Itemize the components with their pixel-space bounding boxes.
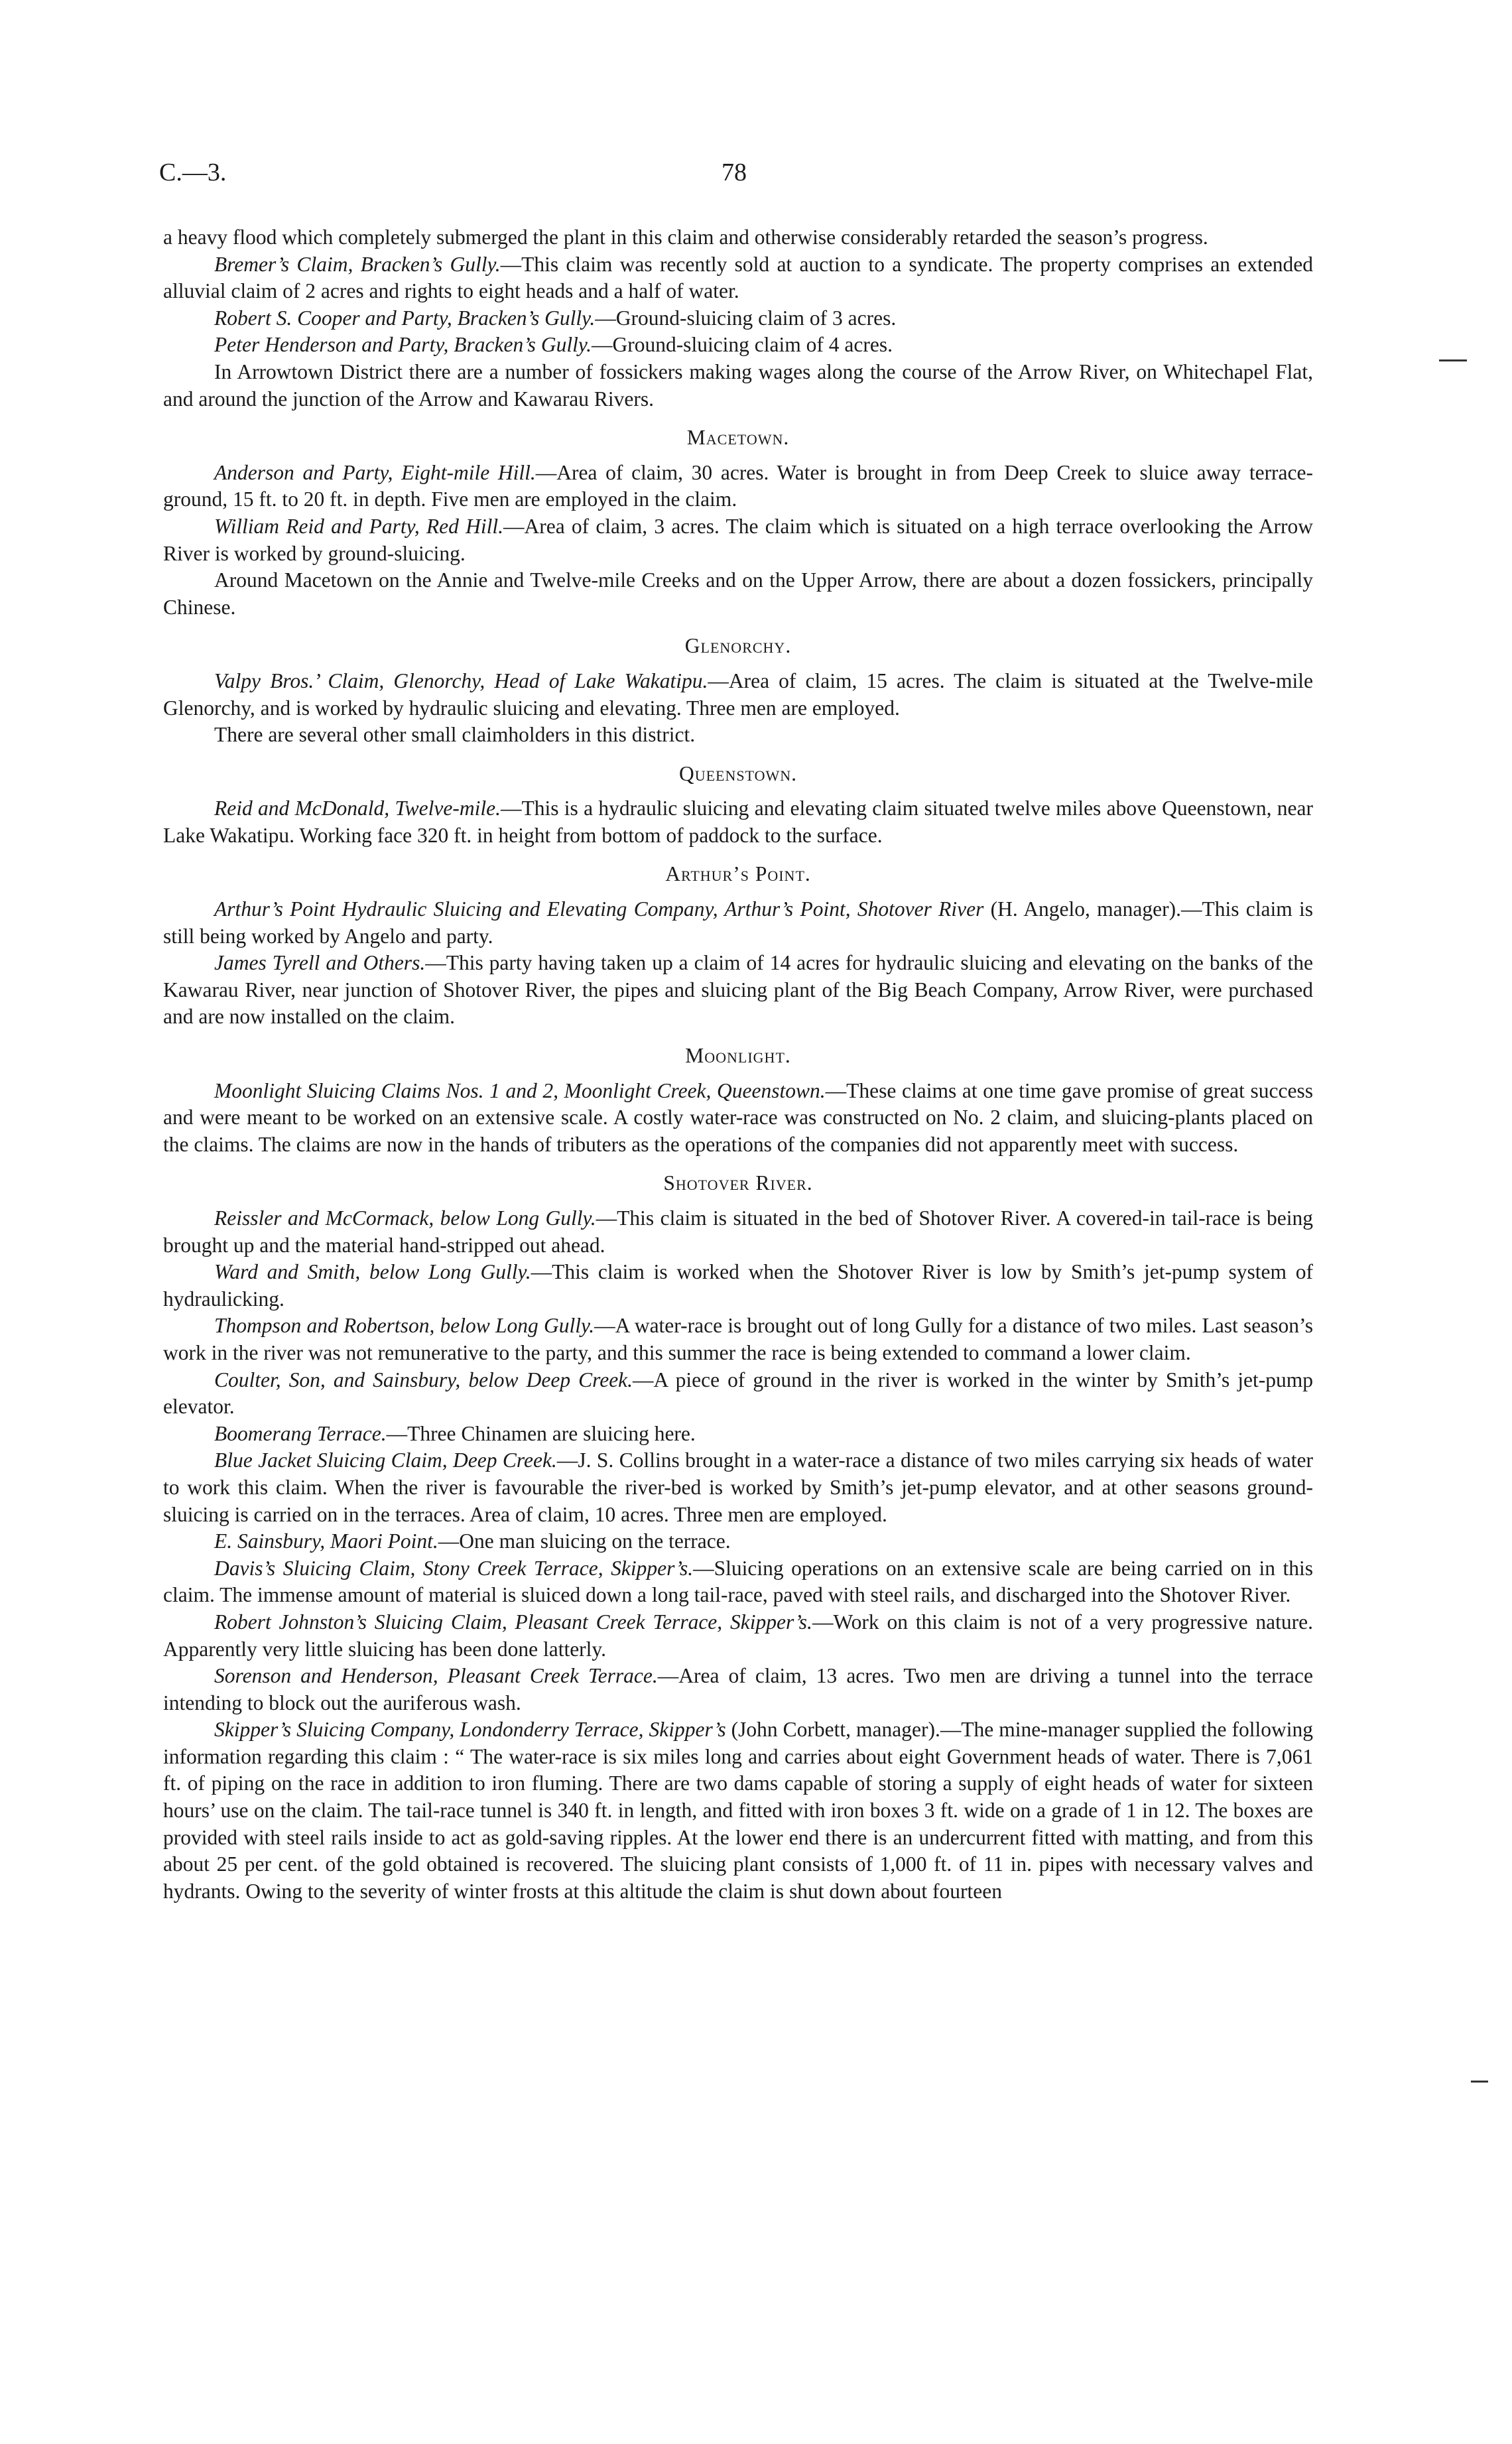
claim-description: —This claim is situated in the bed of Shotover River. A covered-in tail-race is being brought up and the material hand-stripped out ahead.	[163, 1206, 1313, 1257]
claim-description: —This party having taken up a claim of 14 acres for hydraulic sluicing and elevating on the banks of the Kawarau River, near junction of Shotover River, the pipes and sluicing plant of the Big Beach Company, Arrow River, were purchased and are now installed on the claim.	[163, 951, 1313, 1029]
paragraph: In Arrowtown District there are a number of fossickers making wages along the course of the Arrow River, on Whitechapel Flat, and around the junction of the Arrow and Kawarau Rivers.	[163, 359, 1313, 411]
claim-name: Peter Henderson and Party, Bracken’s Gully.	[214, 333, 592, 357]
claim-entry	[163, 1078, 1313, 1159]
claim-entry	[163, 1259, 1313, 1313]
section-heading-queenstown: Queenstown.	[678, 761, 798, 785]
claim-name: Skipper’s Sluicing Company, Londonderry Terrace, Skipper’s	[214, 1718, 726, 1742]
claim-name: Robert Johnston’s Sluicing Claim, Pleasant Creek Terrace, Skipper’s.	[214, 1610, 812, 1634]
claim-description: —Work on this claim is not of a very progressive nature. Apparently very little sluicing has been done latterly.	[163, 1610, 1314, 1661]
page-body	[163, 224, 1313, 1905]
claim-description: —J. S. Collins brought in a water-race a distance of two miles carrying six heads of water to work this claim. When the river is favourable the river-bed is worked by Smith’s jet-pump elevator, and at other seasons ground-sluicing is carried on in the terraces. Area of claim, 10 acres. Three men are employed.	[163, 1448, 1314, 1526]
margin-mark	[1471, 2081, 1488, 2083]
claim-name: Bremer’s Claim, Bracken’s Gully.	[214, 252, 501, 276]
claim-name: Davis’s Sluicing Claim, Stony Creek Terrace, Skipper’s.	[214, 1556, 694, 1580]
page-reference: C.—3.	[159, 159, 227, 186]
claim-entry	[163, 251, 1313, 305]
section-heading-arthurs-point: Arthur’s Point.	[665, 862, 811, 886]
claim-name: Reid and McDonald, Twelve-mile.	[214, 797, 501, 820]
claim-entry	[163, 1716, 1313, 1905]
claim-name: James Tyrell and Others.	[214, 951, 426, 975]
page-number: 78	[722, 159, 747, 186]
claim-entry	[163, 950, 1313, 1031]
claim-name: Arthur’s Point Hydraulic Sluicing and Elevating Company, Arthur’s Point, Shotover River	[214, 897, 984, 921]
claim-entry	[163, 1313, 1313, 1366]
claim-entry	[163, 1205, 1313, 1259]
claim-description: —These claims at one time gave promise of great success and were meant to be worked on an extensive scale. A costly water-race was constructed on No. 2 claim, and sluicing-plants placed on the claims. The claims are now in the hands of tributers as the operations of the companies did not apparently meet with success.	[163, 1078, 1314, 1156]
claim-description: —Ground-sluicing claim of 3 acres.	[595, 306, 897, 330]
claim-name: Valpy Bros.’ Claim, Glenorchy, Head of Lake Wakatipu.	[214, 669, 708, 692]
claim-entry	[163, 1447, 1313, 1528]
page-header	[159, 158, 1320, 198]
claim-name: Thompson and Robertson, below Long Gully.	[214, 1314, 595, 1338]
claim-description: —Area of claim, 15 acres. The claim is situated at the Twelve-mile Glenorchy, and is worked by hydraulic sluicing and elevating. Three men are employed.	[163, 669, 1313, 720]
claim-description: (John Corbett, manager).—The mine-manager supplied the following information regarding this claim : “ The water-race is six miles long and carries about eight Government heads of water. There is 7,061 ft. of piping on the race in addition to iron fluming. There are two dams capable of storing a supply of eight heads of water for sixteen hours’ use on the claim. The tail-race tunnel is 340 ft. in length, and fitted with iron boxes 3 ft. wide on a grade of 1 in 12. The boxes are provided with steel rails inside to act as gold-saving ripples. At the lower end there is an undercurrent fitted with matting, and from this about 25 per cent. of the gold obtained is recovered. The sluicing plant consists of 1,000 ft. of 11 in. pipes with necessary valves and hydrants. Owing to the severity of winter frosts at this altitude the claim is shut down about fourteen	[163, 1718, 1313, 1903]
claim-description: —Ground-sluicing claim of 4 acres.	[591, 333, 893, 357]
section-heading-macetown: Macetown.	[686, 426, 790, 450]
claim-description: —One man sluicing on the terrace.	[438, 1529, 731, 1553]
claim-description: —A water-race is brought out of long Gully for a distance of two miles. Last season’s work in the river was not remunerative to the party, and this summer the race is being extended to command a lower claim.	[163, 1314, 1314, 1364]
claim-name: Blue Jacket Sluicing Claim, Deep Creek.	[214, 1448, 557, 1472]
paragraph: Around Macetown on the Annie and Twelve-mile Creeks and on the Upper Arrow, there are about a dozen fossickers, principally Chinese.	[163, 568, 1313, 619]
claim-name: Ward and Smith, below Long Gully.	[214, 1260, 531, 1284]
claim-name: Boomerang Terrace.	[214, 1421, 387, 1445]
claim-entry	[163, 1555, 1313, 1609]
claim-entry	[163, 1528, 1313, 1555]
claim-entry	[163, 513, 1313, 567]
claim-entry	[163, 795, 1313, 849]
claim-name: Sorenson and Henderson, Pleasant Creek Terrace.	[214, 1664, 658, 1688]
claim-name: Moonlight Sluicing Claims Nos. 1 and 2, Moonlight Creek, Queenstown.	[214, 1078, 826, 1102]
claim-entry	[163, 305, 1313, 332]
claim-entry	[163, 332, 1313, 359]
section-heading-glenorchy: Glenorchy.	[684, 634, 792, 658]
claim-description: —Area of claim, 13 acres. Two men are driving a tunnel into the terrace intending to block out the auriferous wash.	[163, 1664, 1313, 1714]
claim-description: (H. Angelo, manager).—This claim is still being worked by Angelo and party.	[163, 897, 1313, 948]
claim-entry	[163, 1609, 1313, 1663]
claim-name: Reissler and McCormack, below Long Gully.	[214, 1206, 596, 1230]
claim-description: —This is a hydraulic sluicing and elevating claim situated twelve miles above Queenstown, near Lake Wakatipu. Working face 320 ft. in height from bottom of paddock to the surface.	[163, 797, 1313, 847]
claim-name: Coulter, Son, and Sainsbury, below Deep Creek.	[214, 1368, 633, 1391]
claim-description: —This claim is worked when the Shotover River is low by Smith’s jet-pump system of hydraulicking.	[163, 1260, 1313, 1311]
section-heading-moonlight: Moonlight.	[685, 1044, 791, 1068]
claim-entry	[163, 1421, 1313, 1448]
claim-entry	[163, 896, 1313, 950]
margin-mark	[1439, 359, 1467, 361]
claim-entry	[163, 668, 1313, 722]
paragraph: a heavy flood which completely submerged the plant in this claim and otherwise considerably retarded the season’s progress.	[163, 225, 1208, 249]
claim-description: —Area of claim, 30 acres. Water is brought in from Deep Creek to sluice away terrace-ground, 15 ft. to 20 ft. in depth. Five men are employed in the claim.	[163, 460, 1313, 511]
claim-entry	[163, 460, 1313, 513]
paragraph: There are several other small claimholders in this district.	[214, 723, 696, 747]
claim-name: William Reid and Party, Red Hill.	[214, 514, 503, 538]
claim-description: —This claim was recently sold at auction to a syndicate. The property comprises an extended alluvial claim of 2 acres and rights to eight heads and a half of water.	[163, 252, 1313, 303]
claim-description: —Area of claim, 3 acres. The claim which is situated on a high terrace overlooking the Arrow River is worked by ground-sluicing.	[163, 514, 1313, 565]
claim-name: Anderson and Party, Eight-mile Hill.	[214, 460, 536, 484]
claim-description: —A piece of ground in the river is worked in the winter by Smith’s jet-pump elevator.	[163, 1368, 1313, 1419]
claim-description: —Sluicing operations on an extensive scale are being carried on in this claim. The immense amount of material is sluiced down a long tail-race, paved with steel rails, and discharged into the Shotover River.	[163, 1556, 1313, 1607]
claim-name: Robert S. Cooper and Party, Bracken’s Gully.	[214, 306, 596, 330]
claim-name: E. Sainsbury, Maori Point.	[214, 1529, 438, 1553]
section-heading-shotover-river: Shotover River.	[663, 1171, 813, 1195]
claim-entry	[163, 1367, 1313, 1421]
claim-description: —Three Chinamen are sluicing here.	[386, 1421, 696, 1445]
claim-entry	[163, 1663, 1313, 1716]
